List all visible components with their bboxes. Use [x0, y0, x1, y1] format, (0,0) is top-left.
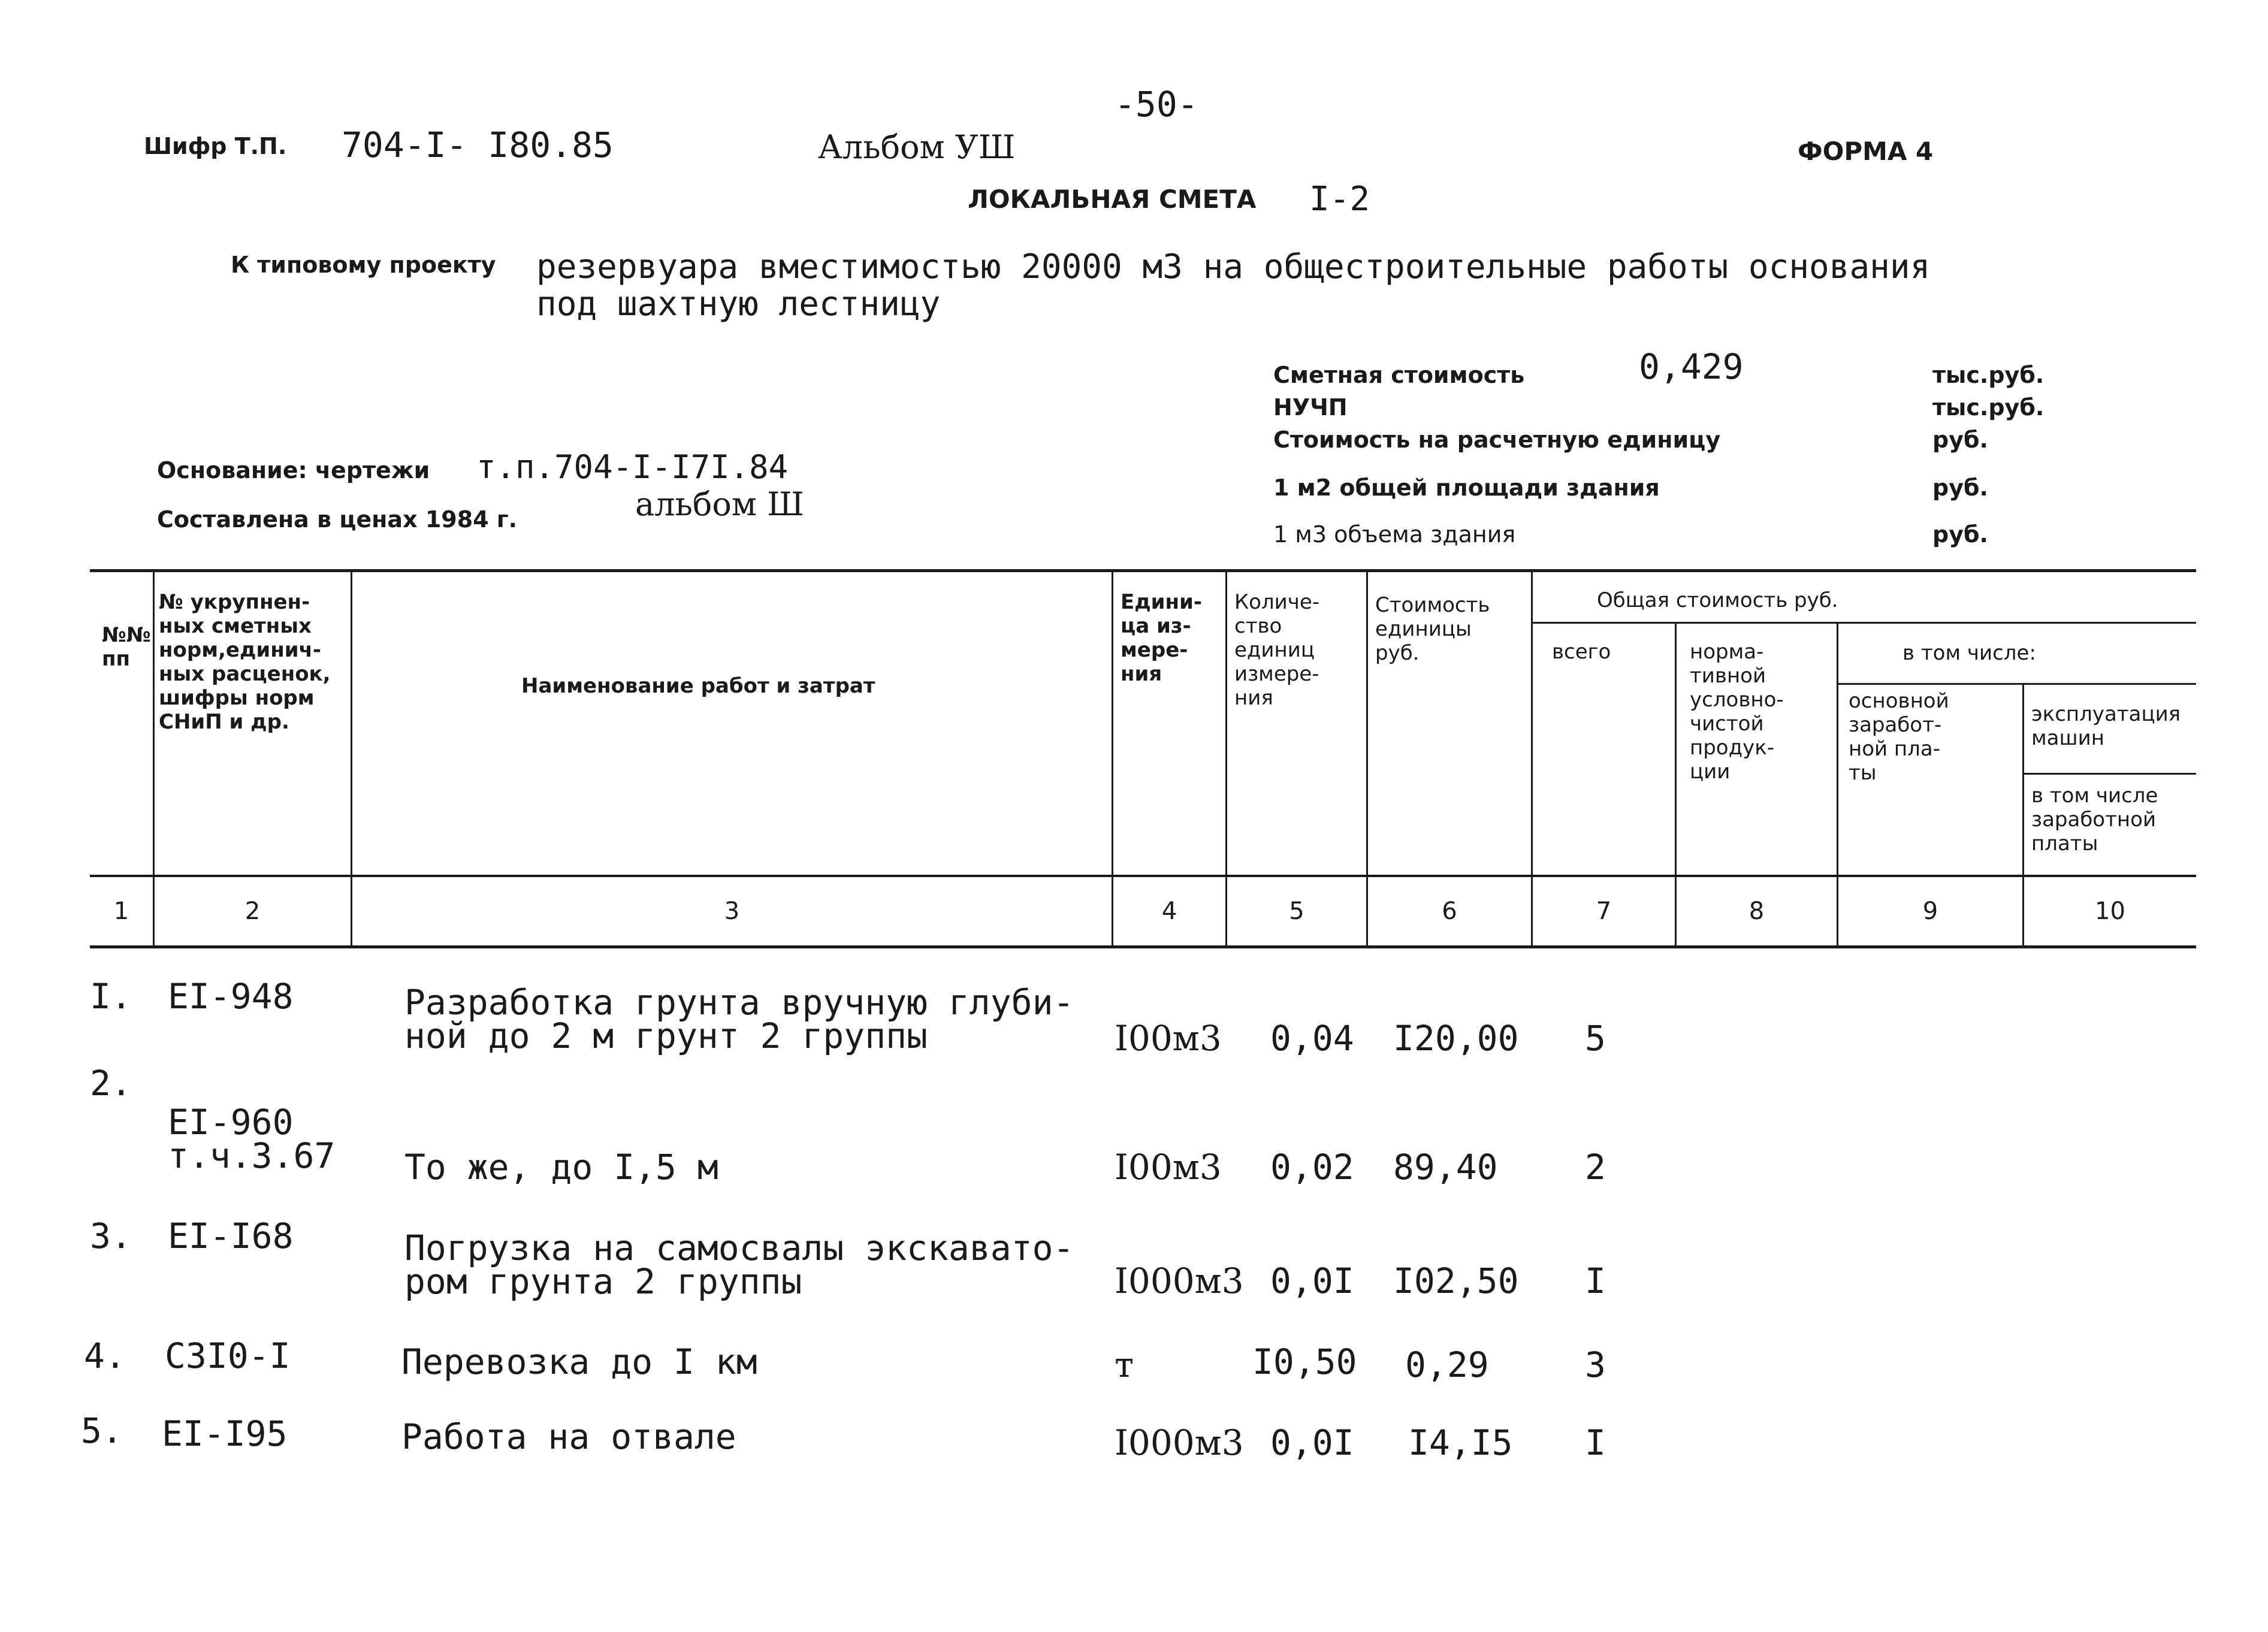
row-code: EI-I95	[162, 1413, 288, 1454]
machines-rule	[2022, 773, 2196, 775]
estimate-number: I-2	[1309, 180, 1370, 219]
row-unit: I000м3	[1115, 1261, 1244, 1301]
estimated-cost-unit: тыс.руб.	[1932, 362, 2044, 388]
album-label: Альбом УШ	[818, 128, 1016, 166]
col-divider	[1225, 569, 1227, 947]
cipher-value: 704-I- I80.85	[342, 125, 614, 165]
column-number: 3	[724, 897, 740, 925]
row-quantity: 0,0I	[1270, 1422, 1354, 1463]
page-number: -50-	[1115, 84, 1198, 125]
estimated-cost-value: 0,429	[1639, 346, 1744, 387]
row-unit: т	[1115, 1344, 1134, 1385]
form-label: ФОРМА 4	[1798, 137, 1934, 166]
column-number: 10	[2095, 897, 2125, 925]
row-code: EI-I68	[168, 1216, 294, 1256]
per-m2-unit: руб.	[1932, 475, 1988, 501]
row-total: 2	[1585, 1147, 1606, 1187]
nuchp-label: НУЧП	[1273, 394, 1348, 421]
compiled-prices: Составлена в ценах 1984 г.	[157, 506, 518, 533]
row-work-name: Перевозка до I км	[401, 1341, 757, 1382]
header-bottom-rule	[90, 875, 2196, 877]
row-quantity: 0,04	[1270, 1018, 1354, 1059]
estimated-cost-label: Сметная стоимость	[1273, 362, 1525, 388]
per-m2-label: 1 м2 общей площади здания	[1273, 475, 1660, 501]
header-machine-salary: в том числе заработной платы	[2031, 784, 2158, 856]
header-base-salary: основной заработ- ной пла- ты	[1849, 689, 1949, 785]
column-number: 9	[1922, 897, 1938, 925]
numbers-bottom-rule	[90, 945, 2196, 948]
header-unit: Едини- ца из- мере- ния	[1121, 590, 1202, 686]
row-number: I.	[90, 976, 132, 1017]
row-total: 5	[1585, 1018, 1606, 1059]
including-rule	[1837, 683, 2196, 685]
basis-label: Основание: чертежи	[157, 457, 430, 483]
group-rule	[1531, 622, 2196, 624]
header-machine-operation: эксплуатация машин	[2031, 702, 2181, 750]
column-number: 6	[1442, 897, 1457, 925]
header-including: в том числе:	[1902, 641, 2036, 665]
row-number: 4.	[84, 1335, 126, 1376]
header-unit-cost: Стоимость единицы руб.	[1375, 593, 1490, 665]
basis-drawing: т.п.704-I-I7I.84	[476, 448, 789, 486]
header-normative-product: норма- тивной условно- чистой продук- ции	[1690, 640, 1784, 784]
row-unit-price: I4,I5	[1408, 1422, 1513, 1463]
header-row-number: №№ пп	[102, 623, 151, 671]
row-work-name: Разработка грунта вручную глуби- ной до 2 м грунт 2 группы	[404, 982, 1074, 1056]
column-number: 5	[1289, 897, 1304, 925]
row-total: I	[1585, 1261, 1606, 1301]
table-top-rule	[90, 569, 2196, 572]
row-number: 2.	[90, 1063, 132, 1104]
project-label: К типовому проекту	[231, 252, 496, 278]
row-work-name: То же, до I,5 м	[404, 1147, 718, 1187]
row-work-name: Погрузка на самосвалы экскавато- ром грунта 2 группы	[404, 1228, 1074, 1302]
unit-cost-unit: руб.	[1932, 427, 1988, 453]
per-m3-unit: руб.	[1932, 521, 1988, 548]
column-number: 8	[1748, 897, 1765, 925]
unit-cost-label: Стоимость на расчетную единицу	[1273, 427, 1721, 453]
column-number: 1	[113, 897, 129, 925]
row-code: EI-948	[168, 976, 294, 1017]
row-unit: I000м3	[1115, 1422, 1244, 1463]
col-divider	[1531, 569, 1533, 947]
per-m3-label: 1 м3 объема здания	[1273, 521, 1516, 548]
col-divider	[1366, 569, 1368, 947]
cipher-label: Шифр Т.П.	[144, 133, 287, 159]
row-number: 5.	[81, 1410, 123, 1451]
project-description: резервуара вместимостью 20000 м3 на общестроительные работы основания под шахтную лестницу	[536, 247, 1931, 324]
row-quantity: 0,02	[1270, 1147, 1354, 1187]
row-work-name: Работа на отвале	[401, 1416, 736, 1457]
row-unit-price: I20,00	[1393, 1018, 1519, 1059]
row-unit-price: I02,50	[1393, 1261, 1519, 1301]
row-quantity: I0,50	[1252, 1341, 1357, 1382]
row-total: I	[1585, 1422, 1606, 1463]
row-number: 3.	[90, 1216, 132, 1256]
row-code: С3I0-I	[165, 1335, 291, 1376]
header-quantity: Количе- ство единиц измере- ния	[1234, 590, 1320, 710]
col-divider	[351, 569, 352, 947]
row-unit-price: 89,40	[1393, 1147, 1498, 1187]
col-divider	[1112, 569, 1113, 947]
nuchp-unit: тыс.руб.	[1932, 394, 2044, 421]
row-unit: I00м3	[1115, 1147, 1222, 1187]
estimate-title: ЛОКАЛЬНАЯ СМЕТА	[968, 185, 1257, 214]
row-total: 3	[1585, 1344, 1606, 1385]
row-unit: I00м3	[1115, 1018, 1222, 1059]
col-divider	[153, 569, 155, 947]
column-number: 7	[1596, 897, 1612, 925]
row-unit-price: 0,29	[1405, 1344, 1489, 1385]
header-norm-code: № укрупнен- ных сметных норм,единич- ных расценок, шифры норм СНиП и др.	[159, 590, 331, 734]
row-quantity: 0,0I	[1270, 1261, 1354, 1301]
column-number: 2	[244, 897, 261, 925]
column-number: 4	[1161, 897, 1177, 925]
header-work-name: Наименование работ и затрат	[521, 674, 875, 698]
header-total-cost-group: Общая стоимость руб.	[1597, 588, 1838, 612]
row-code: EI-960 т.ч.3.67	[168, 1102, 336, 1176]
basis-album: альбом Ш	[635, 485, 804, 523]
header-total: всего	[1552, 640, 1611, 664]
